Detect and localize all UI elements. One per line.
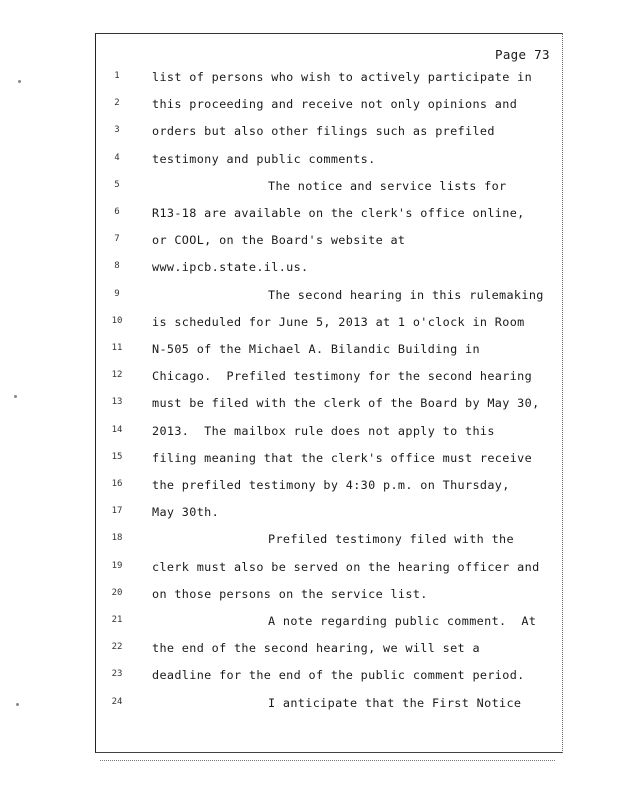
line-number: 2 (114, 98, 120, 109)
scan-speck (18, 80, 21, 83)
line-number: 19 (111, 560, 123, 571)
transcript-line: May 30th. (152, 505, 220, 520)
bottom-margin-rule (100, 760, 555, 761)
line-number: 8 (114, 261, 120, 272)
transcript-line: I anticipate that the First Notice (268, 695, 522, 710)
transcript-line: this proceeding and receive not only opinions and (152, 97, 518, 112)
line-number: 15 (111, 451, 123, 462)
transcript-line: on those persons on the service list. (152, 586, 428, 601)
line-number: 24 (111, 696, 123, 707)
transcript-line: R13-18 are available on the clerk's office online, (152, 206, 525, 220)
transcript-line: Prefiled testimony filed with the (268, 532, 514, 547)
line-number: 18 (111, 533, 123, 544)
line-number: 10 (111, 315, 123, 326)
line-number: 16 (111, 479, 123, 489)
transcript-line: the prefiled testimony by 4:30 p.m. on Thursday, (152, 478, 510, 492)
line-number: 14 (111, 424, 123, 435)
line-number: 4 (114, 152, 120, 163)
line-number: 22 (111, 642, 123, 653)
line-number: 23 (111, 669, 123, 680)
scan-speck (14, 395, 17, 398)
line-number: 12 (111, 370, 123, 381)
transcript-line: or COOL, on the Board's website at (152, 233, 406, 248)
line-number: 21 (111, 615, 123, 625)
transcript-line: clerk must also be served on the hearing officer and (152, 559, 540, 574)
transcript-line: the end of the second hearing, we will set a (152, 641, 480, 656)
transcript-line: 2013. The mailbox rule does not apply to this (152, 423, 495, 438)
line-number: 13 (111, 397, 123, 408)
right-margin-rule (562, 33, 563, 753)
line-number: 9 (114, 288, 120, 299)
transcript-line: deadline for the end of the public comment period. (152, 668, 525, 683)
transcript-line: orders but also other filings such as prefiled (152, 124, 495, 139)
transcript-line: The second hearing in this rulemaking (268, 287, 544, 302)
scan-speck (16, 703, 19, 706)
transcript-line: N-505 of the Michael A. Bilandic Building in (152, 342, 480, 356)
line-number: 1 (114, 71, 120, 81)
line-number: 20 (111, 587, 123, 598)
transcript-line: Chicago. Prefiled testimony for the second hearing (152, 369, 533, 384)
line-number: 5 (114, 179, 120, 190)
transcript-line: must be filed with the clerk of the Board by May 30, (152, 396, 540, 411)
line-number: 3 (114, 125, 120, 136)
transcript-line: The notice and service lists for (268, 178, 507, 193)
line-number: 17 (111, 506, 123, 517)
line-number: 7 (114, 234, 120, 245)
transcript-line: A note regarding public comment. At (268, 614, 537, 628)
line-number: 11 (111, 343, 123, 353)
line-number: 6 (114, 207, 120, 217)
transcript-line: www.ipcb.state.il.us. (152, 260, 309, 275)
transcript-line: list of persons who wish to actively participate in (152, 70, 533, 84)
transcript-line: testimony and public comments. (152, 151, 376, 166)
page-number: Page 73 (495, 47, 550, 62)
transcript-line: is scheduled for June 5, 2013 at 1 o'clock in Room (152, 314, 525, 329)
transcript-line: filing meaning that the clerk's office must receive (152, 450, 533, 465)
